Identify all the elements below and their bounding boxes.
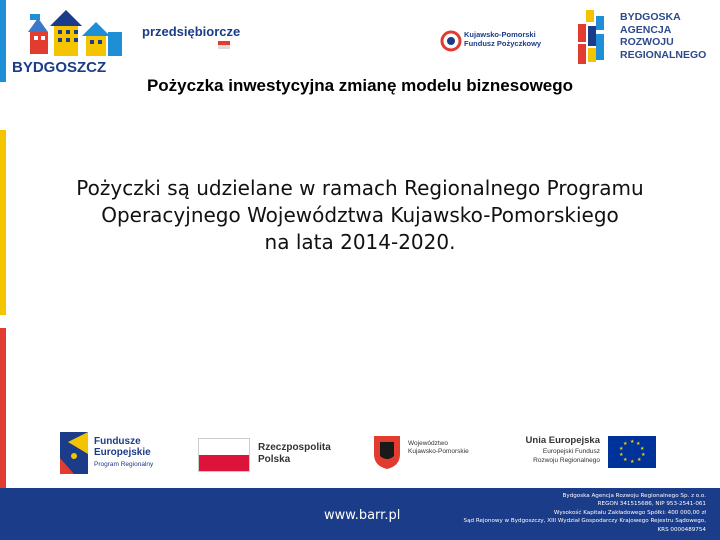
footer-info-line: Bydgoska Agencja Rozwoju Regionalnego Sp. z o.o. [562,493,706,499]
footer-info-line: REGON 341515686, NIP 953-2541-061 [597,501,706,508]
eu-logos-strip [0,430,720,480]
fundusze-europejskie-logo [60,432,180,476]
svg-text:★: ★ [619,446,624,452]
rzeczpospolita-polska-logo [198,438,348,474]
footer-info-line: Wysokość Kapitału Zakładowego Spółki: 400 000,00 zł [553,509,706,516]
fe-star-icon [60,432,90,474]
barr-logo [576,8,716,68]
ue-line2: Europejski Fundusz [542,448,600,455]
eu-flag-icon [608,436,656,468]
kpfp-line1: Kujawsko-Pomorski [464,30,536,39]
bydgoszcz-logo-text: BYDGOSZCZ [12,59,107,76]
kpfp-logo [440,28,560,50]
ue-line3: Rozwoju Regionalnego [533,457,600,464]
left-accent-bar-blue [0,0,6,82]
body-line-3: na lata 2014-2020. [264,230,456,254]
svg-text:★: ★ [640,446,645,452]
kpfp-line2: Fundusz Pożyczkowy [464,39,542,48]
barr-line3: ROZWOJU [620,36,674,48]
polish-flag-icon [198,438,250,472]
small-emblem-icon [218,41,230,50]
svg-text:★: ★ [641,452,646,458]
wojewodztwo-logo [372,434,492,474]
fe-line2: Europejskie [94,447,151,458]
barr-emblem-icon [576,8,606,68]
svg-text:★: ★ [623,441,628,447]
rp-line2: Polska [258,454,291,465]
ue-line1: Unia Europejska [525,435,600,446]
body-line-2: Operacyjnego Województwa Kujawsko-Pomorskiego [101,203,619,227]
body-paragraph [60,175,660,256]
fe-line3: Program Regionalny [94,461,154,468]
coat-of-arms-icon [372,434,402,470]
svg-text:★: ★ [630,439,635,445]
przedsiebiorcze-text: przedsiębiorcze [142,24,241,39]
footer-website-link[interactable]: www.barr.pl [324,508,401,523]
przedsiebiorcze-logo [142,24,272,54]
left-accent-bar-yellow [0,130,6,315]
barr-line1: BYDGOSKA [620,11,681,23]
footer-company-info [416,492,706,534]
fe-line1: Fundusze [94,436,141,447]
svg-text:★: ★ [637,457,642,463]
svg-text:★: ★ [619,452,624,458]
rp-line1: Rzeczpospolita [258,442,331,453]
body-line-1: Pożyczki są udzielane w ramach Regionalnego Programu [76,176,644,200]
footer-info-line: KRS 0000489754 [657,526,706,533]
svg-text:★: ★ [623,457,628,463]
bydgoszcz-logo [8,6,130,76]
woj-line1: Województwo [408,440,448,447]
woj-line2: Kujawsko-Pomorskie [408,448,469,455]
footer-info-line: Sąd Rejonowy w Bydgoszczy, XIII Wydział Gospodarczy Krajowego Rejestru Sądowego, [463,518,706,525]
unia-europejska-logo [510,436,660,478]
svg-text:★: ★ [630,459,635,465]
footer [0,488,720,540]
page-title: Pożyczka inwestycyjna zmianę modelu biznesowego [146,76,574,95]
barr-line2: AGENCJA [620,23,672,36]
barr-line4: REGIONALNEGO [620,48,707,61]
svg-text:★: ★ [636,441,641,447]
